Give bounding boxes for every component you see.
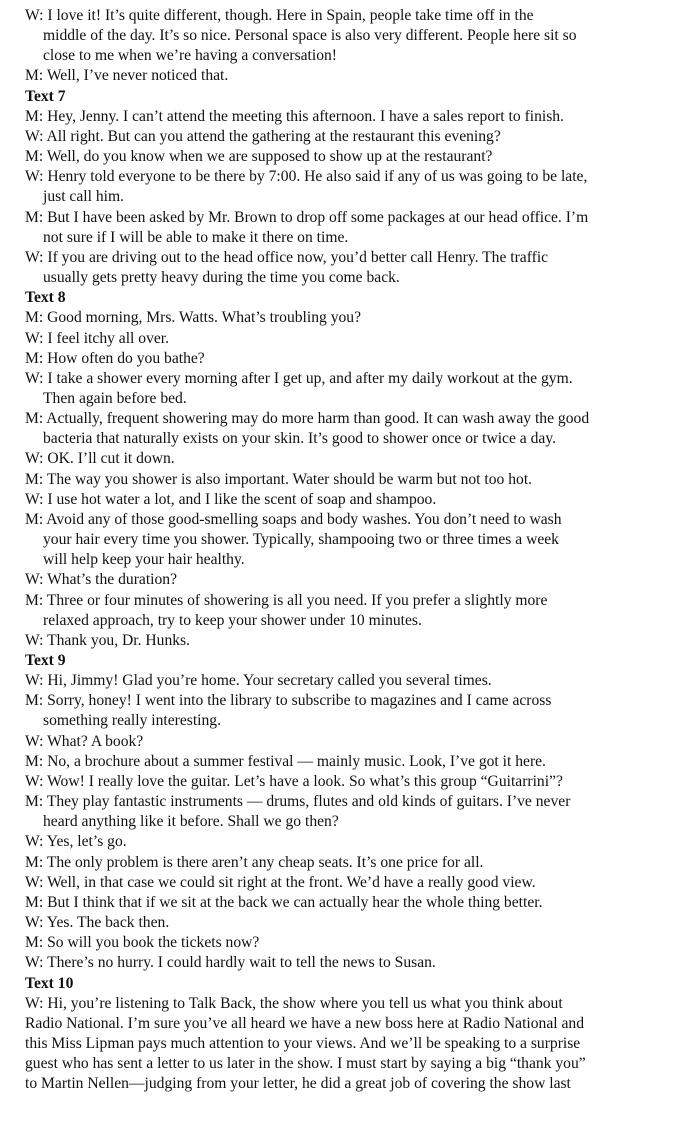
section-heading: Text 9 <box>25 652 66 669</box>
transcript-line: middle of the day. It’s so nice. Personal space is also very different. People here sit so <box>43 27 577 45</box>
transcript-line: this Miss Lipman pays much attention to your views. And we’ll be speaking to a surprise <box>25 1034 581 1052</box>
transcript-line: W: Henry told everyone to be there by 7:00. He also said if any of us was going to be late, <box>25 168 588 186</box>
section-heading: Text 7 <box>25 87 66 105</box>
transcript-line: M: They play fantastic instruments — drums, flutes and old kinds of guitars. I’ve never <box>25 793 571 811</box>
transcript-line: W: I use hot water a lot, and I like the scent of soap and shampoo. <box>25 490 437 508</box>
transcript-line: W: I take a shower every morning after I get up, and after my daily workout at the gym. <box>25 369 573 387</box>
transcript-line: bacteria that naturally exists on your skin. It’s good to shower once or twice a day. <box>43 430 557 448</box>
section-heading: Text 8 <box>25 289 66 307</box>
transcript-line: W: OK. I’ll cut it down. <box>25 450 175 468</box>
transcript-line: M: Sorry, honey! I went into the library to subscribe to magazines and I came across <box>25 692 552 710</box>
transcript-line: W: What? A book? <box>25 732 144 750</box>
transcript-line: guest who has sent a letter to us later in the show. I must start by saying a big “thank you” <box>25 1055 586 1073</box>
transcript-line: Then again before bed. <box>43 389 187 407</box>
transcript-line: to Martin Nellen—judging from your letter, he did a great job of covering the show last <box>25 1075 571 1093</box>
transcript-line: W: What’s the duration? <box>25 571 177 589</box>
transcript-line: W: Hi, you’re listening to Talk Back, the show where you tell us what you think about <box>25 994 563 1012</box>
transcript-line: M: Good morning, Mrs. Watts. What’s troubling you? <box>25 309 362 327</box>
transcript-line: just call him. <box>43 188 124 206</box>
transcript-line: M: So will you book the tickets now? <box>25 934 260 952</box>
section-heading: Text 10 <box>25 974 74 992</box>
transcript-line: W: Wow! I really love the guitar. Let’s have a look. So what’s this group “Guitarrini”? <box>25 772 563 790</box>
transcript-line: M: Well, do you know when we are supposed to show up at the restaurant? <box>25 148 493 166</box>
transcript-line: W: Hi, Jimmy! Glad you’re home. Your secretary called you several times. <box>25 672 492 690</box>
transcript-line: M: But I have been asked by Mr. Brown to drop off some packages at our head office. I’m <box>25 208 589 226</box>
transcript-line: W: Thank you, Dr. Hunks. <box>25 631 191 649</box>
transcript-line: not sure if I will be able to make it there on time. <box>43 228 349 246</box>
transcript-line: usually gets pretty heavy during the time you come back. <box>43 269 400 287</box>
transcript-line: M: The only problem is there aren’t any cheap seats. It’s one price for all. <box>25 853 484 871</box>
transcript-line: relaxed approach, try to keep your shower under 10 minutes. <box>43 611 422 629</box>
transcript-line: W: I feel itchy all over. <box>25 329 170 347</box>
transcript-line: W: Yes, let’s go. <box>25 833 127 851</box>
transcript-line: M: Actually, frequent showering may do more harm than good. It can wash away the good <box>25 410 590 428</box>
transcript-line: W: Well, in that case we could sit right at the front. We’d have a really good view. <box>25 873 536 891</box>
transcript-line: W: There’s no hurry. I could hardly wait to tell the news to Susan. <box>25 954 436 972</box>
transcript-line: M: But I think that if we sit at the back we can actually hear the whole thing better. <box>25 893 543 911</box>
transcript-line: M: Hey, Jenny. I can’t attend the meeting this afternoon. I have a sales report to finish. <box>25 107 564 125</box>
transcript-line: W: I love it! It’s quite different, though. Here in Spain, people take time off in the <box>25 7 534 24</box>
transcript-line: will help keep your hair healthy. <box>43 551 245 569</box>
transcript-line: M: Avoid any of those good-smelling soaps and body washes. You don’t need to wash <box>25 510 562 528</box>
transcript-line: close to me when we’re having a conversation! <box>43 47 338 65</box>
transcript-line: M: Well, I’ve never noticed that. <box>25 67 229 85</box>
transcript-line: heard anything like it before. Shall we go then? <box>43 813 339 831</box>
transcript-line: M: No, a brochure about a summer festival — mainly music. Look, I’ve got it here. <box>25 752 546 770</box>
transcript-line: W: Yes. The back then. <box>25 914 170 932</box>
transcript-line: M: Three or four minutes of showering is all you need. If you prefer a slightly more <box>25 591 548 609</box>
transcript-line: W: All right. But can you attend the gathering at the restaurant this evening? <box>25 127 501 145</box>
transcript-line: your hair every time you shower. Typically, shampooing two or three times a week <box>43 531 559 549</box>
transcript-line: M: The way you shower is also important. Water should be warm but not too hot. <box>25 470 533 488</box>
transcript-line: Radio National. I’m sure you’ve all heard we have a new boss here at Radio National and <box>25 1014 585 1032</box>
transcript-line: M: How often do you bathe? <box>25 349 205 367</box>
transcript-line: W: If you are driving out to the head office now, you’d better call Henry. The traffic <box>25 248 549 266</box>
transcript-line: something really interesting. <box>43 712 221 730</box>
